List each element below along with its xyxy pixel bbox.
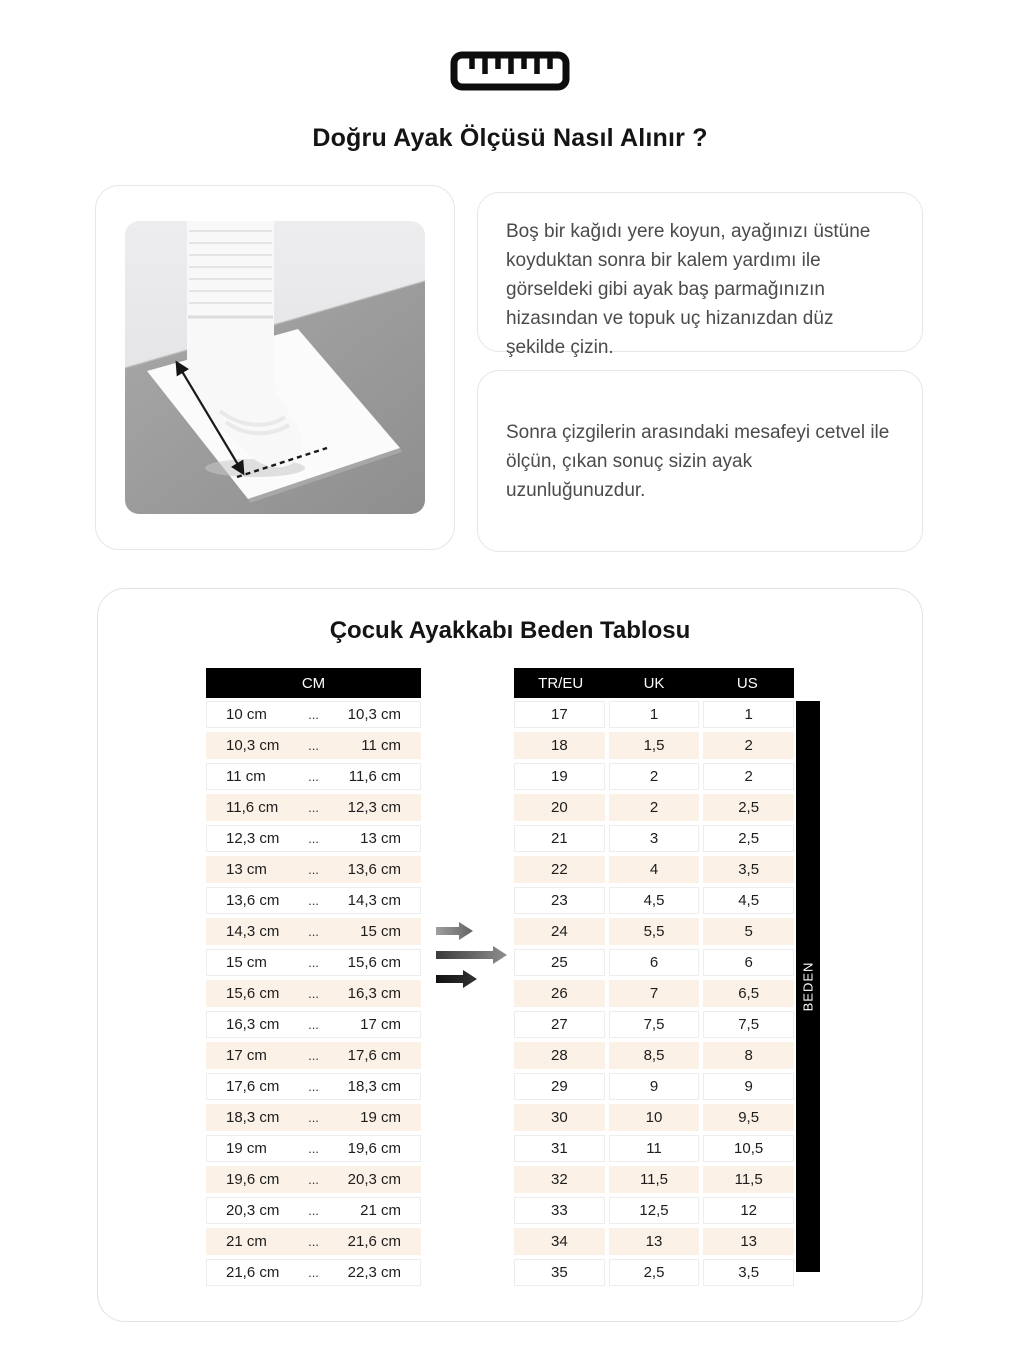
cell-us: 5 bbox=[703, 918, 794, 945]
cell-from: 11,6 cm bbox=[226, 799, 279, 816]
cell-to: 11,6 cm bbox=[348, 768, 401, 785]
table-row bbox=[206, 763, 421, 790]
cell-uk: 1 bbox=[609, 701, 700, 728]
table-row bbox=[514, 1259, 794, 1286]
cell-tr-eu: 31 bbox=[514, 1135, 605, 1162]
cell-from: 16,3 cm bbox=[226, 1016, 280, 1033]
cell-from: 17 cm bbox=[226, 1047, 267, 1064]
cell-from: 21 cm bbox=[226, 1233, 267, 1250]
cell-sep: ... bbox=[308, 1110, 319, 1125]
cell-tr-eu: 32 bbox=[514, 1166, 605, 1193]
cell-to: 13 cm bbox=[360, 830, 401, 847]
cell-from: 11 cm bbox=[226, 768, 266, 785]
cm-range-table bbox=[206, 668, 421, 1290]
cell-to: 15,6 cm bbox=[347, 954, 401, 971]
table-row bbox=[514, 1166, 794, 1193]
cell-from: 18,3 cm bbox=[226, 1109, 280, 1126]
size-chart-title: Çocuk Ayakkabı Beden Tablosu bbox=[329, 617, 691, 644]
cell-tr-eu: 30 bbox=[514, 1104, 605, 1131]
cell-to: 18,3 cm bbox=[347, 1078, 401, 1095]
table-row bbox=[206, 1228, 421, 1255]
cm-table-rows bbox=[206, 701, 421, 1286]
cell-uk: 10 bbox=[609, 1104, 700, 1131]
conversion-arrows-icon bbox=[435, 919, 513, 993]
cell-from: 10,3 cm bbox=[226, 737, 280, 754]
table-row bbox=[206, 856, 421, 883]
cell-sep: ... bbox=[308, 1172, 319, 1187]
cell-tr-eu: 17 bbox=[514, 701, 605, 728]
table-row bbox=[206, 1166, 421, 1193]
table-row bbox=[514, 949, 794, 976]
cell-us: 2 bbox=[703, 732, 794, 759]
cell-sep: ... bbox=[308, 1141, 319, 1156]
cell-uk: 5,5 bbox=[609, 918, 700, 945]
table-row bbox=[514, 856, 794, 883]
cell-us: 9 bbox=[703, 1073, 794, 1100]
cell-uk: 11 bbox=[609, 1135, 700, 1162]
table-row bbox=[206, 949, 421, 976]
cell-from: 10 cm bbox=[226, 706, 267, 723]
cell-uk: 7,5 bbox=[609, 1011, 700, 1038]
size-conversion-table bbox=[514, 668, 794, 1290]
cell-sep: ... bbox=[308, 1048, 319, 1063]
page-title: Doğru Ayak Ölçüsü Nasıl Alınır ? bbox=[312, 124, 708, 152]
cell-us: 9,5 bbox=[703, 1104, 794, 1131]
cell-tr-eu: 27 bbox=[514, 1011, 605, 1038]
table-row bbox=[514, 1135, 794, 1162]
cell-uk: 4,5 bbox=[609, 887, 700, 914]
cell-tr-eu: 35 bbox=[514, 1259, 605, 1286]
cell-sep: ... bbox=[308, 986, 319, 1001]
cell-from: 12,3 cm bbox=[226, 830, 280, 847]
cell-uk: 4 bbox=[609, 856, 700, 883]
instruction-step-1-text: Boş bir kağıdı yere koyun, ayağınızı üstüne koyduktan sonra bir kalem yardımı ile görseldeki gibi ayak baş parmağınızın hizasından ve topuk uç hizanızdan düz şekilde çizin. bbox=[506, 221, 871, 358]
cell-tr-eu: 25 bbox=[514, 949, 605, 976]
cell-uk: 2 bbox=[609, 794, 700, 821]
instruction-step-2-text: Sonra çizgilerin arasındaki mesafeyi cetvel ile ölçün, çıkan sonuç sizin ayak uzunluğunuzdur. bbox=[506, 421, 890, 501]
cell-uk: 9 bbox=[609, 1073, 700, 1100]
table-row bbox=[514, 918, 794, 945]
cell-sep: ... bbox=[308, 955, 319, 970]
cell-tr-eu: 20 bbox=[514, 794, 605, 821]
cell-tr-eu: 33 bbox=[514, 1197, 605, 1224]
cell-to: 14,3 cm bbox=[347, 892, 401, 909]
cell-sep: ... bbox=[308, 738, 319, 753]
cell-tr-eu: 26 bbox=[514, 980, 605, 1007]
instruction-step-2 bbox=[477, 370, 923, 552]
cell-uk: 3 bbox=[609, 825, 700, 852]
cell-tr-eu: 28 bbox=[514, 1042, 605, 1069]
cell-sep: ... bbox=[308, 769, 319, 784]
cell-from: 14,3 cm bbox=[226, 923, 280, 940]
cell-uk: 7 bbox=[609, 980, 700, 1007]
header-us: US bbox=[736, 674, 758, 692]
cell-to: 19 cm bbox=[360, 1109, 401, 1126]
cell-from: 21,6 cm bbox=[226, 1264, 280, 1281]
cell-from: 13 cm bbox=[226, 861, 267, 878]
cell-from: 17,6 cm bbox=[226, 1078, 280, 1095]
table-row bbox=[514, 887, 794, 914]
cell-us: 4,5 bbox=[703, 887, 794, 914]
table-row bbox=[514, 825, 794, 852]
instruction-step-1 bbox=[477, 192, 923, 358]
header-tr-eu: TR/EU bbox=[538, 674, 584, 692]
table-row bbox=[514, 732, 794, 759]
cell-uk: 12,5 bbox=[609, 1197, 700, 1224]
cell-tr-eu: 18 bbox=[514, 732, 605, 759]
table-row bbox=[206, 918, 421, 945]
cell-from: 13,6 cm bbox=[226, 892, 280, 909]
cell-to: 21 cm bbox=[360, 1202, 401, 1219]
cell-us: 2 bbox=[703, 763, 794, 790]
cell-uk: 8,5 bbox=[609, 1042, 700, 1069]
cell-tr-eu: 34 bbox=[514, 1228, 605, 1255]
table-row bbox=[514, 701, 794, 728]
cm-table-header: CM bbox=[206, 668, 421, 698]
cell-to: 12,3 cm bbox=[347, 799, 401, 816]
size-chart-card bbox=[97, 588, 923, 1322]
cell-to: 16,3 cm bbox=[347, 985, 401, 1002]
cell-us: 7,5 bbox=[703, 1011, 794, 1038]
cell-sep: ... bbox=[308, 1203, 319, 1218]
table-row bbox=[206, 1011, 421, 1038]
cell-us: 1 bbox=[703, 701, 794, 728]
table-row bbox=[206, 732, 421, 759]
table-row bbox=[206, 1104, 421, 1131]
table-row bbox=[514, 980, 794, 1007]
cell-uk: 6 bbox=[609, 949, 700, 976]
beden-label: BEDEN bbox=[800, 961, 816, 1012]
cell-tr-eu: 24 bbox=[514, 918, 605, 945]
table-row bbox=[514, 1011, 794, 1038]
cell-to: 17,6 cm bbox=[347, 1047, 401, 1064]
cell-to: 11 cm bbox=[361, 737, 401, 754]
ruler-icon bbox=[0, 50, 1020, 92]
cell-to: 21,6 cm bbox=[347, 1233, 401, 1250]
cell-tr-eu: 29 bbox=[514, 1073, 605, 1100]
foot-on-paper-photo bbox=[125, 221, 425, 514]
table-row bbox=[206, 1259, 421, 1286]
cell-us: 13 bbox=[703, 1228, 794, 1255]
table-row bbox=[514, 1228, 794, 1255]
table-row bbox=[206, 825, 421, 852]
cell-us: 11,5 bbox=[703, 1166, 794, 1193]
cell-tr-eu: 22 bbox=[514, 856, 605, 883]
cell-tr-eu: 23 bbox=[514, 887, 605, 914]
cell-sep: ... bbox=[308, 924, 319, 939]
cell-from: 15,6 cm bbox=[226, 985, 280, 1002]
table-row bbox=[514, 1042, 794, 1069]
cell-uk: 13 bbox=[609, 1228, 700, 1255]
table-row bbox=[206, 1135, 421, 1162]
cell-sep: ... bbox=[308, 1265, 319, 1280]
cell-us: 3,5 bbox=[703, 1259, 794, 1286]
cell-sep: ... bbox=[308, 1234, 319, 1249]
table-row bbox=[206, 1073, 421, 1100]
cell-tr-eu: 21 bbox=[514, 825, 605, 852]
table-row bbox=[514, 763, 794, 790]
table-row bbox=[206, 980, 421, 1007]
cell-uk: 2 bbox=[609, 763, 700, 790]
cell-uk: 11,5 bbox=[609, 1166, 700, 1193]
table-row bbox=[206, 701, 421, 728]
cell-from: 15 cm bbox=[226, 954, 267, 971]
cell-sep: ... bbox=[308, 831, 319, 846]
cell-us: 6 bbox=[703, 949, 794, 976]
cell-to: 19,6 cm bbox=[347, 1140, 401, 1157]
table-row bbox=[514, 1197, 794, 1224]
size-table-header bbox=[514, 668, 794, 698]
cell-sep: ... bbox=[308, 1017, 319, 1032]
cell-sep: ... bbox=[308, 893, 319, 908]
cell-us: 8 bbox=[703, 1042, 794, 1069]
cell-us: 2,5 bbox=[703, 794, 794, 821]
cell-from: 19,6 cm bbox=[226, 1171, 280, 1188]
cell-to: 15 cm bbox=[360, 923, 401, 940]
beden-side-bar bbox=[796, 701, 820, 1272]
cell-sep: ... bbox=[308, 1079, 319, 1094]
cell-sep: ... bbox=[308, 707, 319, 722]
cell-from: 19 cm bbox=[226, 1140, 267, 1157]
cell-us: 6,5 bbox=[703, 980, 794, 1007]
table-row bbox=[206, 1042, 421, 1069]
cell-us: 10,5 bbox=[703, 1135, 794, 1162]
cell-to: 20,3 cm bbox=[347, 1171, 401, 1188]
cell-uk: 1,5 bbox=[609, 732, 700, 759]
cell-from: 20,3 cm bbox=[226, 1202, 280, 1219]
cell-to: 17 cm bbox=[360, 1016, 401, 1033]
table-row bbox=[206, 1197, 421, 1224]
cell-to: 10,3 cm bbox=[347, 706, 401, 723]
cell-tr-eu: 19 bbox=[514, 763, 605, 790]
size-table-rows bbox=[514, 701, 794, 1286]
cell-us: 2,5 bbox=[703, 825, 794, 852]
table-row bbox=[514, 1073, 794, 1100]
cell-sep: ... bbox=[308, 862, 319, 877]
table-row bbox=[206, 794, 421, 821]
table-row bbox=[206, 887, 421, 914]
cell-to: 13,6 cm bbox=[347, 861, 401, 878]
cell-us: 3,5 bbox=[703, 856, 794, 883]
table-row bbox=[514, 1104, 794, 1131]
cell-uk: 2,5 bbox=[609, 1259, 700, 1286]
foot-measurement-image-card bbox=[95, 185, 455, 550]
header-uk: UK bbox=[643, 674, 665, 692]
table-row bbox=[514, 794, 794, 821]
cell-sep: ... bbox=[308, 800, 319, 815]
cell-us: 12 bbox=[703, 1197, 794, 1224]
cell-to: 22,3 cm bbox=[347, 1264, 401, 1281]
